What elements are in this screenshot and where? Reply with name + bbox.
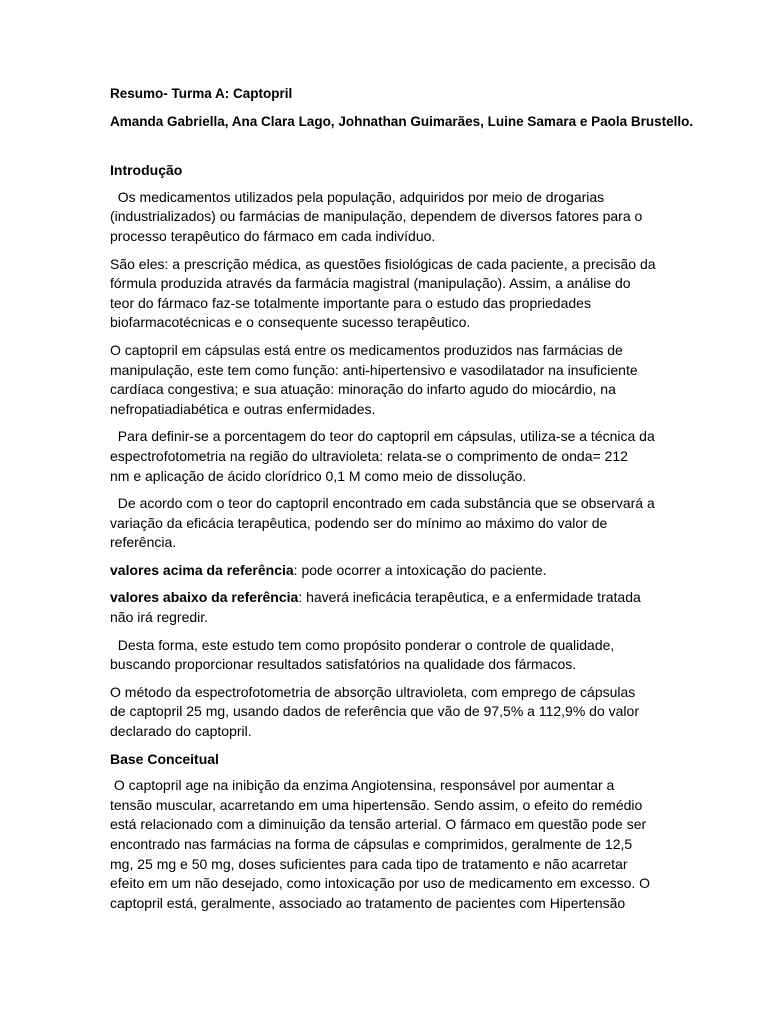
document-page <box>110 84 694 921</box>
text-line: captopril está, geralmente, associado ao tratamento de pacientes com Hipertensão <box>110 894 626 911</box>
text-line: declarado do captopril. <box>110 723 252 740</box>
base-heading: Base Conceitual <box>110 750 219 767</box>
text-line <box>110 561 662 581</box>
text-line: buscando proporcionar resultados satisfatórios na qualidade dos fármacos. <box>110 656 577 673</box>
text-line: O método da espectrofotometria de absorção ultravioleta, com emprego de cápsulas <box>110 683 636 700</box>
text-line: cardíaca congestiva; e sua atuação: minoração do infarto agudo do miocárdio, na <box>110 381 616 398</box>
text-line: De acordo com o teor do captopril encontrado em cada substância que se observará a <box>110 495 655 512</box>
text-line: biofarmacotécnicas e o consequente sucesso terapêutico. <box>110 314 471 331</box>
text-line: nm e aplicação de ácido clorídrico 0,1 M como meio de dissolução. <box>110 467 527 484</box>
text-line: mg, 25 mg e 50 mg, doses suficientes para cada tipo de tratamento e não acarretar <box>110 855 628 872</box>
text-line: variação da eficácia terapêutica, podendo ser do mínimo ao máximo do valor de <box>110 514 608 531</box>
intro-paragraph-3 <box>110 341 662 419</box>
reference-above-text: : pode ocorrer a intoxicação do paciente. <box>293 561 547 578</box>
base-paragraph-1 <box>110 776 662 913</box>
text-line: processo terapêutico do fármaco em cada indivíduo. <box>110 227 436 244</box>
text-line: de captopril 25 mg, usando dados de referência que vão de 97,5% a 112,9% do valor <box>110 703 639 720</box>
intro-paragraph-1 <box>110 188 662 247</box>
reference-below-paragraph <box>110 588 662 627</box>
text-line <box>110 588 662 608</box>
reference-above-label: valores acima da referência <box>110 561 294 578</box>
text-line: teor do fármaco faz-se totalmente importante para o estudo das propriedades <box>110 294 591 311</box>
text-line: O captopril age na inibição da enzima Angiotensina, responsável por aumentar a <box>110 777 615 794</box>
text-line: (industrializados) ou farmácias de manipulação, dependem de diversos fatores para o <box>110 208 643 225</box>
intro-paragraph-2 <box>110 255 662 333</box>
text-line: Para definir-se a porcentagem do teor do captopril em cápsulas, utiliza-se a técnica da <box>110 428 655 445</box>
intro-heading: Introdução <box>110 162 183 179</box>
reference-below-text: : haverá ineficácia terapêutica, e a enfermidade tratada <box>298 589 641 606</box>
text-line: O captopril em cápsulas está entre os medicamentos produzidos nas farmácias de <box>110 341 623 358</box>
text-line: São eles: a prescrição médica, as questões fisiológicas de cada paciente, a precisão da <box>110 255 656 272</box>
authors-line: Amanda Gabriella, Ana Clara Lago, Johnathan Guimarães, Luine Samara e Paola Brustello. <box>110 113 694 129</box>
document-title: Resumo- Turma A: Captopril <box>110 86 293 101</box>
reference-above-paragraph <box>110 561 662 581</box>
text-line: referência. <box>110 534 177 551</box>
reference-below-label: valores abaixo da referência <box>110 589 299 606</box>
text-line: Desta forma, este estudo tem como propósito ponderar o controle de qualidade, <box>110 636 615 653</box>
intro-paragraph-9 <box>110 683 662 742</box>
text-line: efeito em um não desejado, como intoxicação por uso de medicamento em excesso. O <box>110 875 651 892</box>
text-line: não irá regredir. <box>110 609 209 626</box>
intro-paragraph-4 <box>110 427 662 486</box>
text-line: fórmula produzida através da farmácia magistral (manipulação). Assim, a análise do <box>110 275 631 292</box>
text-line: manipulação, este tem como função: anti-hipertensivo e vasodilatador na insuficiente <box>110 361 638 378</box>
intro-paragraph-5 <box>110 494 662 553</box>
text-line: nefropatiadiabética e outras enfermidades. <box>110 400 376 417</box>
text-line: Os medicamentos utilizados pela população, adquiridos por meio de drogarias <box>110 188 605 205</box>
text-line: tensão muscular, acarretando em uma hipertensão. Sendo assim, o efeito do remédio <box>110 796 643 813</box>
text-line: encontrado nas farmácias na forma de cápsulas e comprimidos, geralmente de 12,5 <box>110 836 633 852</box>
text-line: está relacionado com a diminuição da tensão arterial. O fármaco em questão pode ser <box>110 816 647 833</box>
intro-paragraph-8 <box>110 636 662 675</box>
text-line: espectrofotometria na região do ultravioleta: relata-se o comprimento de onda= 212 <box>110 447 628 464</box>
